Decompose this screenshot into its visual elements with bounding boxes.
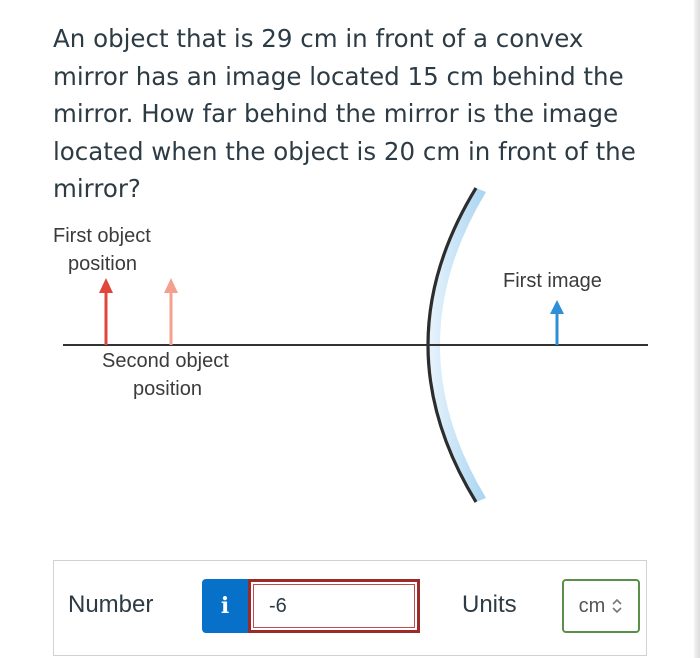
chevron-updown-icon [611,597,623,615]
number-label: Number [68,591,154,618]
first-object-arrowhead [99,278,113,293]
first-image-label: First image [503,270,602,292]
mirror-diagram [0,180,700,520]
units-select[interactable] [562,579,640,633]
first-object-label: First object [53,225,151,247]
first-image-arrowhead [550,300,564,314]
question-text: An object that is 29 cm in front of a convex mirror has an image located 15 cm behind the mirror. How far behind the mirror is the image located when the object is 20 cm in front of the mirror? [53,24,636,203]
second-object-label-line2: position [133,378,202,400]
second-object-label: Second object [102,350,229,372]
info-glyph: i [220,593,230,619]
units-selected-value: cm [578,594,606,617]
units-label: Units [462,591,517,618]
first-object-label-line2: position [68,253,137,275]
info-icon[interactable] [202,579,248,633]
second-object-arrowhead [164,278,178,293]
number-input[interactable]: -6 [248,579,420,633]
answer-panel [53,560,647,656]
